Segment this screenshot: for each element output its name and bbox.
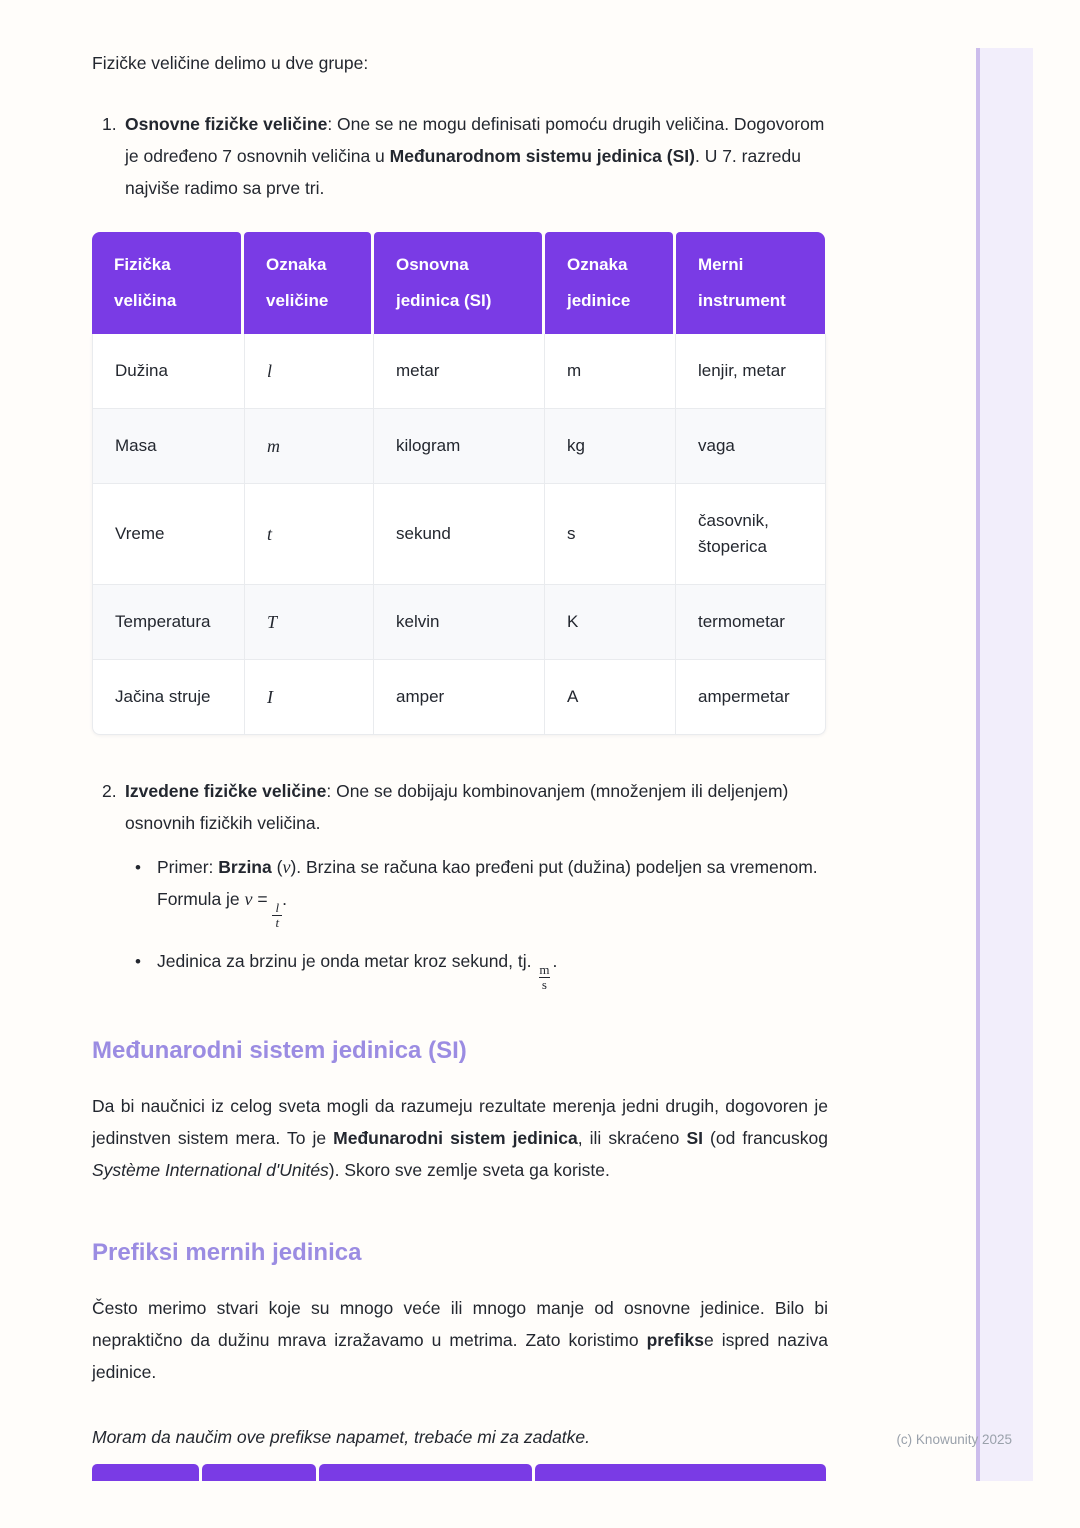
table-row-temperatura [93, 584, 825, 659]
cell-unit-symbol: m [544, 334, 675, 408]
header-cell-quantity: Fizička veličina [92, 232, 241, 334]
bullet-item-jedinica: • Jedinica za brzinu je onda metar kroz sekund, tj. $\frac{m}{s}$ . [125, 945, 828, 993]
cell-symbol: T [244, 585, 373, 659]
cell-quantity: Masa [115, 436, 157, 455]
table-row-jacina-struje [93, 659, 825, 734]
cell-unit-symbol: kg [544, 409, 675, 483]
cell-symbol: t [244, 484, 373, 584]
table-row-vreme [93, 483, 825, 584]
cell-unit: amper [373, 660, 544, 734]
list-number: 1. [102, 114, 117, 134]
cell-instrument: termometar [675, 585, 825, 659]
header-cell-symbol: Oznaka veličine [244, 232, 371, 334]
si-section-paragraph: Da bi naučnici iz celog sveta mogli da razumeju rezultate merenja jedni drugih, dogovoren je jedinstven sistem mera. To je Međunarodni sistem jedinica, ili skraćeno SI (od francuskog Système International d'Unités). Skoro sve zemlje sveta ga koriste. [92, 1096, 828, 1181]
si-section-heading: Međunarodni sistem jedinica (SI) [92, 1037, 467, 1065]
next-table-header-stub [92, 1464, 826, 1481]
cell-unit: sekund [373, 484, 544, 584]
table-row-duzina [93, 334, 825, 408]
bullet-item-brzina: • Primer: Brzina (v). Brzina se računa kao pređeni put (dužina) podeljen sa vremenom. Formula je v = $\frac{l}{t}$ . [125, 851, 828, 931]
intro-paragraph: Fizičke veličine delimo u dve grupe: [92, 53, 369, 73]
cell-unit-symbol: A [544, 660, 675, 734]
stub-segment [202, 1464, 316, 1481]
cell-symbol: m [244, 409, 373, 483]
list-item-1-text: Osnovne fizičke veličine: One se ne mogu definisati pomoću drugih veličina. Dogovorom je određeno 7 osnovnih veličina u Međunarodnom sistemu jedinica (SI). U 7. razredu najviše radimo sa prve tri. [125, 114, 825, 198]
document-page [92, 50, 828, 1450]
list-number: 2. [102, 781, 117, 801]
units-table-header [92, 232, 826, 334]
cell-quantity: Dužina [115, 361, 168, 380]
cell-unit: metar [373, 334, 544, 408]
cell-quantity: Temperatura [115, 612, 211, 631]
scrollbar-track[interactable] [976, 48, 1033, 1481]
units-table [92, 232, 826, 735]
cell-unit-symbol: K [544, 585, 675, 659]
student-note: Moram da naučim ove prefikse napamet, trebaće mi za zadatke. [92, 1427, 591, 1448]
table-row-masa [93, 408, 825, 483]
cell-symbol: I [244, 660, 373, 734]
fraction-l-over-t: $\frac{l}{t}$ [272, 901, 282, 931]
prefix-section-heading: Prefiksi mernih jedinica [92, 1239, 362, 1267]
stub-segment [92, 1464, 199, 1481]
cell-unit: kilogram [373, 409, 544, 483]
prefix-section-paragraph: Često merimo stvari koje su mnogo veće ili mnogo manje od osnovne jedinice. Bilo bi nepraktično da dužinu mrava izražavamo u metrima. Zato koristimo prefikse ispred naziva jedinice. [92, 1298, 828, 1383]
bullet-icon [135, 851, 157, 931]
cell-quantity: Vreme [115, 524, 165, 543]
cell-unit: kelvin [373, 585, 544, 659]
bullet-icon [135, 945, 157, 993]
cell-symbol: l [244, 334, 373, 408]
header-cell-instrument: Merni instrument [676, 232, 825, 334]
cell-instrument: časovnik, štoperica [675, 484, 825, 584]
fraction-m-over-s: $\frac{m}{s}$ [539, 961, 550, 992]
cell-instrument: ampermetar [675, 660, 825, 734]
cell-instrument: vaga [675, 409, 825, 483]
stub-segment [535, 1464, 826, 1481]
header-cell-unit-symbol: Oznaka jedinice [545, 232, 673, 334]
cell-unit-symbol: s [544, 484, 675, 584]
list-item-2-text: Izvedene fizičke veličine: One se dobijaju kombinovanjem (množenjem ili deljenjem) osnovnih fizičkih veličina. • Primer: Brzina (v). Brzina se računa kao pređeni put (dužina) podeljen sa vremenom. Formula je v = $\frac{l}{t}$ . • Jedinica za brzinu je onda metar kroz sekund, tj. $\frac{m}{s}$ . [125, 775, 828, 992]
cell-instrument: lenjir, metar [675, 334, 825, 408]
units-table-body [92, 334, 826, 735]
stub-segment [319, 1464, 532, 1481]
list-item-1 [102, 108, 828, 204]
copyright-watermark: (c) Knowunity 2025 [896, 1432, 1012, 1447]
cell-quantity: Jačina struje [115, 687, 211, 706]
list-item-2 [102, 775, 828, 992]
header-cell-unit: Osnovna jedinica (SI) [374, 232, 542, 334]
sub-bullet-list [125, 851, 828, 992]
